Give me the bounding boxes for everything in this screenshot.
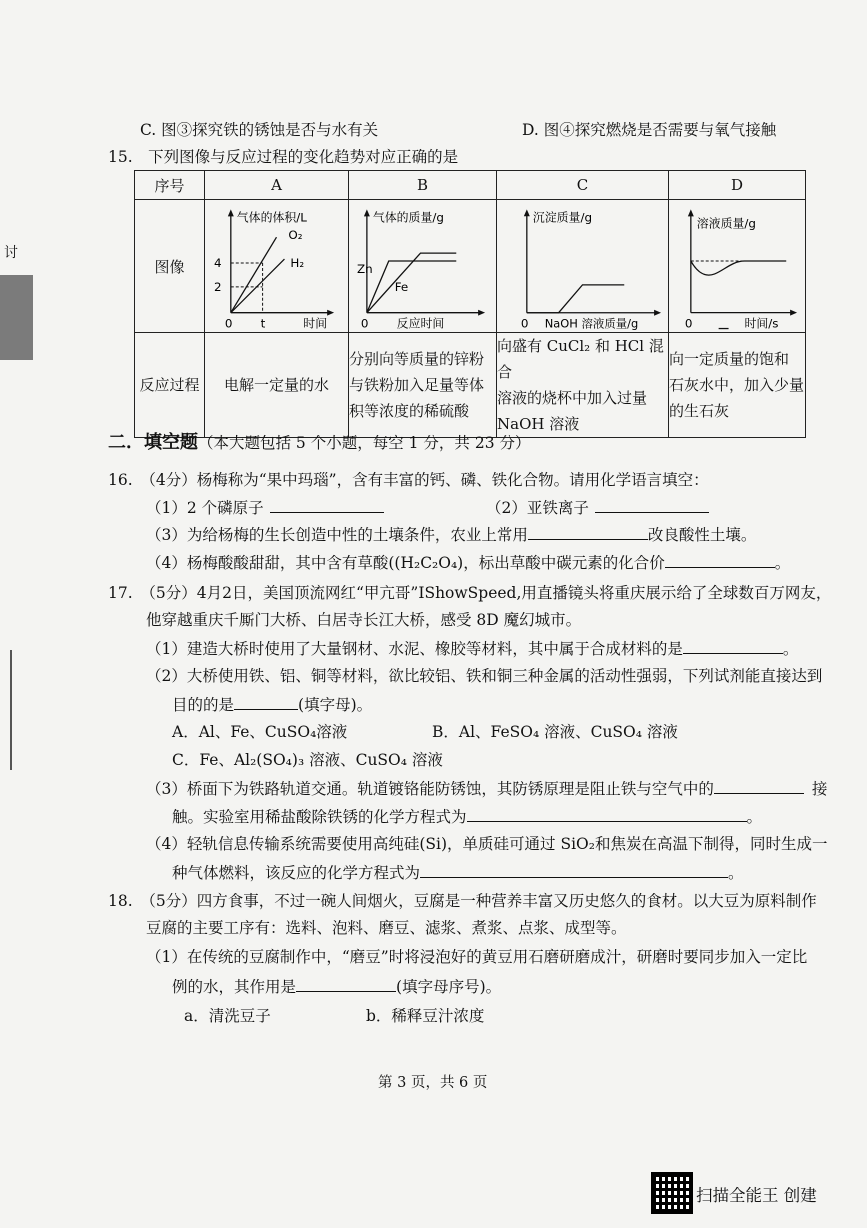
graph-a <box>205 200 349 333</box>
q18-option-b: b．稀释豆汁浓度 <box>366 1007 485 1025</box>
graph-d-ylabel: 溶液质量/g <box>696 216 756 231</box>
q18-p1b: 例的水，其作用是 (填字母序号)。 <box>172 978 502 996</box>
margin-line <box>10 650 12 770</box>
q18-p1a: （1）在传统的豆腐制作中，“磨豆”时将浸泡好的黄豆用石磨研磨成汁，研磨时要同步加入一定比 <box>146 948 808 966</box>
q17-p2b: 目的的是 (填字母)。 <box>172 696 373 714</box>
graph-a-xlabel: 时间 <box>303 316 328 331</box>
q17-p4a: （4）轻轨信息传输系统需要使用高纯硅(Si)，单质硅可通过 SiO₂和焦炭在高温下制得，同时生成一 <box>146 835 828 853</box>
blank-q18-1[interactable] <box>296 976 396 992</box>
page-number: 第 3 页，共 6 页 <box>378 1075 488 1091</box>
q17-option-c: C．Fe、Al₂(SO₄)₃ 溶液、CuSO₄ 溶液 <box>172 751 443 769</box>
graph-b-origin: 0 <box>360 316 369 331</box>
q17-line2: 他穿越重庆千厮门大桥、白居寺长江大桥，感受 8D 魔幻城市。 <box>146 611 582 629</box>
q16-p4: （4）杨梅酸酸甜甜，其中含有草酸((H₂C₂O₄)，标出草酸中碳元素的化合价 。 <box>146 554 791 572</box>
graph-a-h2: H₂ <box>290 255 305 270</box>
q17-p2a: （2）大桥使用铁、铝、铜等材料，欲比较铝、铁和铜三种金属的活动性强弱，下列试剂能直接达到 <box>146 667 823 685</box>
graph-a-tick-4: 4 <box>213 255 222 270</box>
col-c-header: C <box>497 171 669 200</box>
scanner-watermark: 扫描全能王 创建 <box>696 1186 817 1205</box>
graph-d-xlabel: 时间/s <box>744 316 779 331</box>
blank-q16-1[interactable] <box>270 497 384 513</box>
margin-char: 讨 <box>4 245 18 261</box>
q15-stem: 15. 下列图像与反应过程的变化趋势对应正确的是 <box>108 148 459 166</box>
qr-code-icon <box>651 1172 693 1214</box>
process-c: 向盛有 CuCl₂ 和 HCl 混合 溶液的烧杯中加入过量 NaOH 溶液 <box>497 333 669 438</box>
process-b: 分别向等质量的锌粉 与铁粉加入足量等体 积等浓度的稀硫酸 <box>349 333 497 438</box>
blank-q17-4[interactable] <box>467 806 747 822</box>
blank-q16-2[interactable] <box>595 497 709 513</box>
graph-b-xlabel: 反应时间 <box>396 316 445 331</box>
q18-option-a: a．清洗豆子 <box>184 1007 271 1025</box>
graph-d-origin: 0 <box>684 316 693 331</box>
q18-line2: 豆腐的主要工序有：选料、泡料、磨豆、滤浆、煮浆、点浆、成型等。 <box>146 919 627 937</box>
q17-p3c: 触。实验室用稀盐酸除铁锈的化学方程式为 。 <box>172 808 763 826</box>
q17-line1: 17. （5分）4月2日，美国顶流网红“甲亢哥”IShowSpeed,用直播镜头将重庆展示给了全球数百万网友， <box>108 584 832 602</box>
graph-b <box>349 200 497 333</box>
graph-a-origin: 0 <box>224 316 233 331</box>
graph-c-xlabel: NaOH 溶液质量/g <box>544 316 639 331</box>
graph-d <box>669 200 806 333</box>
q16-p3: （3）为给杨梅的生长创造中性的土壤条件，农业上常用 改良酸性土壤。 <box>146 526 757 544</box>
q16-p2: （2）亚铁离子 <box>486 497 709 518</box>
col-b-header: B <box>349 171 497 200</box>
col-d-header: D <box>669 171 806 200</box>
graph-c <box>497 200 669 333</box>
label-graph: 图像 <box>135 200 205 333</box>
option-d: D. 图④探究燃烧是否需要与氧气接触 <box>522 121 777 139</box>
process-d: 向一定质量的饱和 石灰水中，加入少量 的生石灰 <box>669 333 806 438</box>
process-a: 电解一定量的水 <box>205 333 349 438</box>
graph-b-ylabel: 气体的质量/g <box>372 210 444 225</box>
blank-q16-4[interactable] <box>665 552 775 568</box>
graph-a-o2: O₂ <box>288 228 303 243</box>
graph-a-ylabel: 气体的体积/L <box>236 210 307 225</box>
col-a-header: A <box>205 171 349 200</box>
q17-option-b: B．Al、FeSO₄ 溶液、CuSO₄ 溶液 <box>432 723 678 741</box>
q18-line1: 18. （5分）四方食事，不过一碗人间烟火，豆腐是一种营养丰富又历史悠久的食材。以大豆为原料制作 <box>108 892 817 910</box>
blank-q17-3[interactable] <box>714 778 804 794</box>
graph-b-fe: Fe <box>394 279 409 294</box>
graph-c-origin: 0 <box>520 316 529 331</box>
graph-a-tick-2: 2 <box>213 279 222 294</box>
q17-option-a: A．Al、Fe、CuSO₄溶液 <box>172 723 348 741</box>
option-c: C. 图③探究铁的锈蚀是否与水有关 <box>140 121 379 139</box>
binding-edge-shadow <box>0 275 33 360</box>
q17-p1: （1）建造大桥时使用了大量钢材、水泥、橡胶等材料，其中属于合成材料的是 。 <box>146 640 799 658</box>
q17-p3a: （3）桥面下为铁路轨道交通。轨道镀铬能防锈蚀，其防锈原理是阻止铁与空气中的 接 <box>146 780 828 798</box>
q15-table <box>134 170 806 438</box>
q17-p4b: 种气体燃料，该反应的化学方程式为 。 <box>172 864 744 882</box>
label-seq: 序号 <box>135 171 205 200</box>
q16-p1: （1）2 个磷原子 <box>146 497 384 518</box>
label-process: 反应过程 <box>135 333 205 438</box>
blank-q17-5[interactable] <box>420 862 728 878</box>
q16-stem: 16. （4分）杨梅称为“果中玛瑙”，含有丰富的钙、磷、铁化合物。请用化学语言填空： <box>108 471 709 489</box>
graph-a-t: t <box>260 316 266 331</box>
blank-q16-3[interactable] <box>528 524 648 540</box>
section2-heading: 二．填空题（本大题包括 5 个小题，每空 1 分，共 23 分） <box>108 432 531 453</box>
graph-b-zn: Zn <box>356 261 373 276</box>
graph-c-ylabel: 沉淀质量/g <box>532 210 593 225</box>
blank-q17-2[interactable] <box>234 694 298 710</box>
blank-q17-1[interactable] <box>683 638 783 654</box>
